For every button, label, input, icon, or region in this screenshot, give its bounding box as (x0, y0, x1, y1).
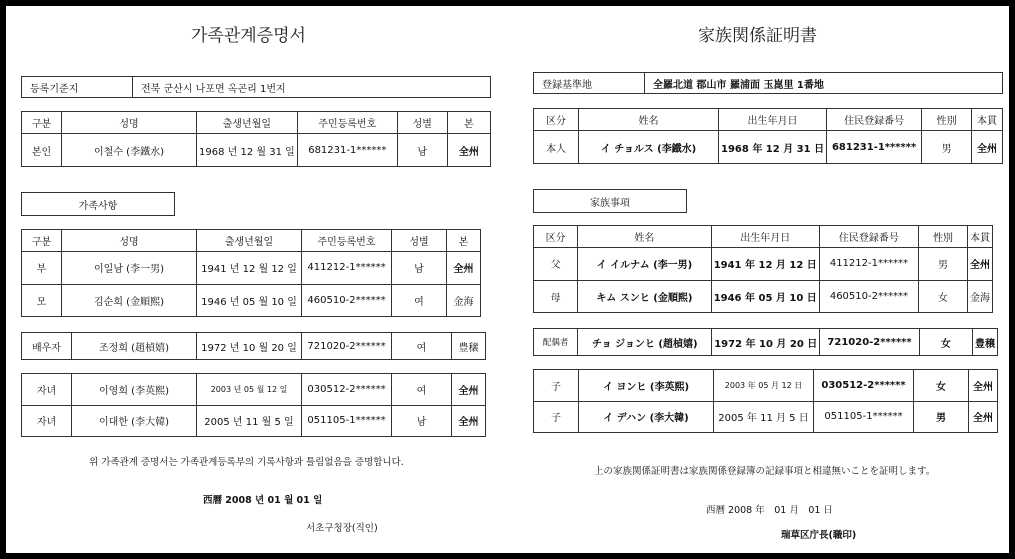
name-cell: イ ヨンヒ (李英熙) (579, 370, 714, 402)
certificate-sheet (6, 6, 1009, 553)
header-cell: 出生年月日 (719, 109, 827, 131)
birth-cell: 1946 년 05 월 10 일 (197, 284, 302, 317)
birth-cell: 2005 년 11 월 5 일 (197, 405, 302, 437)
korean-family-label: 가족사항 (21, 192, 175, 216)
id-cell: 721020-2****** (820, 329, 920, 356)
header-cell: 주민등록번호 (302, 230, 392, 252)
sex-cell: 여 (392, 284, 447, 317)
sex-cell: 女 (914, 370, 969, 402)
reg-value: 全羅北道 郡山市 羅浦面 玉崑里 1番地 (645, 73, 1003, 94)
header-cell: 성별 (392, 230, 447, 252)
sex-cell: 남 (392, 252, 447, 285)
header-cell: 本貫 (972, 109, 1003, 131)
name-cell: 이철수 (李鐵水) (62, 134, 197, 167)
sex-cell: 여 (392, 374, 452, 406)
japanese-certify-text: 上の家族関係証明書は家族関係登録簿の記録事項と相違無いことを証明します。 (594, 466, 936, 477)
table-row (534, 329, 998, 356)
origin-cell: 全州 (969, 370, 998, 402)
header-cell: 性別 (922, 109, 972, 131)
japanese-date: 西曆 2008 年 01 月 01 日 (706, 505, 833, 516)
reg-label: 登録基準地 (534, 73, 645, 94)
birth-cell: 1968 년 12 월 31 일 (197, 134, 298, 167)
origin-cell: 全州 (972, 131, 1003, 164)
table-row (22, 405, 486, 437)
name-cell: チョ ジョンヒ (趙楨嬉) (578, 329, 712, 356)
category-cell: 모 (22, 284, 62, 317)
korean-self-table (21, 111, 491, 167)
table-row (534, 401, 998, 433)
header-cell: 성별 (397, 112, 447, 134)
category-cell: 子 (534, 401, 579, 433)
origin-cell: 全州 (452, 374, 486, 406)
header-cell: 본 (447, 112, 490, 134)
origin-cell: 金海 (968, 280, 993, 313)
name-cell: 이영희 (李英熙) (72, 374, 197, 406)
name-cell: イ チョルス (李鐵水) (579, 131, 719, 164)
id-cell: 051105-1****** (302, 405, 392, 437)
category-cell: 부 (22, 252, 62, 285)
birth-cell: 1968 年 12 月 31 日 (719, 131, 827, 164)
id-cell: 030512-2****** (302, 374, 392, 406)
birth-cell: 1946 年 05 月 10 日 (711, 280, 819, 313)
header-row (22, 230, 481, 252)
category-cell: 자녀 (22, 374, 72, 406)
japanese-issuer: 瑞草区庁長(職印) (781, 530, 857, 541)
birth-cell: 1972 年 10 月 20 日 (712, 329, 820, 356)
name-cell: 이대한 (李大韓) (72, 405, 197, 437)
category-cell: 配偶者 (534, 329, 578, 356)
header-cell: 住民登録番号 (819, 226, 918, 248)
sex-cell: 女 (919, 280, 968, 313)
header-cell: 구분 (22, 230, 62, 252)
id-cell: 460510-2****** (819, 280, 918, 313)
category-cell: 子 (534, 370, 579, 402)
header-row (534, 226, 993, 248)
origin-cell: 豊穣 (973, 329, 998, 356)
name-cell: イ イルナム (李一男) (578, 248, 712, 281)
id-cell: 460510-2****** (302, 284, 392, 317)
category-cell: 父 (534, 248, 578, 281)
table-row (22, 333, 486, 360)
header-cell: 성명 (62, 112, 197, 134)
header-row (22, 112, 491, 134)
sex-cell: 남 (397, 134, 447, 167)
header-cell: 구분 (22, 112, 62, 134)
id-cell: 051105-1****** (814, 401, 914, 433)
id-cell: 721020-2****** (302, 333, 392, 360)
category-cell: 母 (534, 280, 578, 313)
header-cell: 姓名 (579, 109, 719, 131)
sex-cell: 女 (919, 329, 972, 356)
id-cell: 030512-2****** (814, 370, 914, 402)
korean-registration-table (21, 76, 491, 98)
table-row (22, 252, 481, 285)
japanese-registration-table (533, 72, 1003, 94)
korean-children-table (21, 373, 486, 437)
korean-spouse-table (21, 332, 486, 360)
origin-cell: 全州 (968, 248, 993, 281)
japanese-spouse-table (533, 328, 998, 356)
sex-cell: 男 (919, 248, 968, 281)
origin-cell: 全州 (447, 134, 490, 167)
header-cell: 区分 (534, 109, 579, 131)
header-cell: 성명 (62, 230, 197, 252)
category-cell: 자녀 (22, 405, 72, 437)
sex-cell: 男 (922, 131, 972, 164)
id-cell: 681231-1****** (297, 134, 397, 167)
name-cell: イ デハン (李大韓) (579, 401, 714, 433)
table-row (22, 374, 486, 406)
japanese-parents-table (533, 225, 993, 313)
origin-cell: 金海 (447, 284, 481, 317)
origin-cell: 豊穣 (452, 333, 486, 360)
header-cell: 주민등록번호 (297, 112, 397, 134)
origin-cell: 全州 (447, 252, 481, 285)
name-cell: 조정희 (趙楨嬉) (72, 333, 197, 360)
id-cell: 411212-1****** (302, 252, 392, 285)
name-cell: 김순희 (金順熙) (62, 284, 197, 317)
header-cell: 区分 (534, 226, 578, 248)
name-cell: 이일남 (李一男) (62, 252, 197, 285)
birth-cell: 2005 年 11 月 5 日 (714, 401, 814, 433)
category-cell: 본인 (22, 134, 62, 167)
header-cell: 본 (447, 230, 481, 252)
header-cell: 本貫 (968, 226, 993, 248)
table-row (22, 134, 491, 167)
birth-cell: 1941 년 12 월 12 일 (197, 252, 302, 285)
header-cell: 出生年月日 (711, 226, 819, 248)
header-cell: 출생년월일 (197, 112, 298, 134)
japanese-title: 家族関係証明書 (698, 26, 817, 46)
japanese-family-label: 家族事項 (533, 189, 687, 213)
origin-cell: 全州 (969, 401, 998, 433)
birth-cell: 2003 年 05 月 12 日 (714, 370, 814, 402)
header-row (534, 109, 1003, 131)
id-cell: 411212-1****** (819, 248, 918, 281)
birth-cell: 1972 년 10 월 20 일 (197, 333, 302, 360)
japanese-children-table (533, 369, 998, 433)
category-cell: 배우자 (22, 333, 72, 360)
table-row (534, 131, 1003, 164)
reg-label: 등록기준지 (22, 77, 133, 98)
birth-cell: 1941 年 12 月 12 日 (711, 248, 819, 281)
birth-cell: 2003 년 05 월 12 일 (197, 374, 302, 406)
table-row (534, 370, 998, 402)
japanese-self-table (533, 108, 1003, 164)
header-cell: 姓名 (578, 226, 712, 248)
table-row (22, 284, 481, 317)
table-row (534, 280, 993, 313)
korean-issuer: 서초구청장(직인) (306, 523, 378, 534)
table-row (534, 248, 993, 281)
sex-cell: 여 (392, 333, 452, 360)
category-cell: 本人 (534, 131, 579, 164)
korean-title: 가족관계증명서 (191, 26, 306, 46)
name-cell: キム スンヒ (金順熙) (578, 280, 712, 313)
header-cell: 출생년월일 (197, 230, 302, 252)
header-cell: 住民登録番号 (827, 109, 922, 131)
korean-certify-text: 위 가족관계 증명서는 가족관계등록부의 기록사항과 틀림없음을 증명합니다. (89, 457, 404, 468)
header-cell: 性別 (919, 226, 968, 248)
id-cell: 681231-1****** (827, 131, 922, 164)
korean-parents-table (21, 229, 481, 317)
korean-date: 西曆 2008 년 01 월 01 일 (203, 495, 323, 506)
reg-value: 전북 군산시 나포면 옥곤리 1번지 (133, 77, 491, 98)
origin-cell: 全州 (452, 405, 486, 437)
sex-cell: 남 (392, 405, 452, 437)
sex-cell: 男 (914, 401, 969, 433)
